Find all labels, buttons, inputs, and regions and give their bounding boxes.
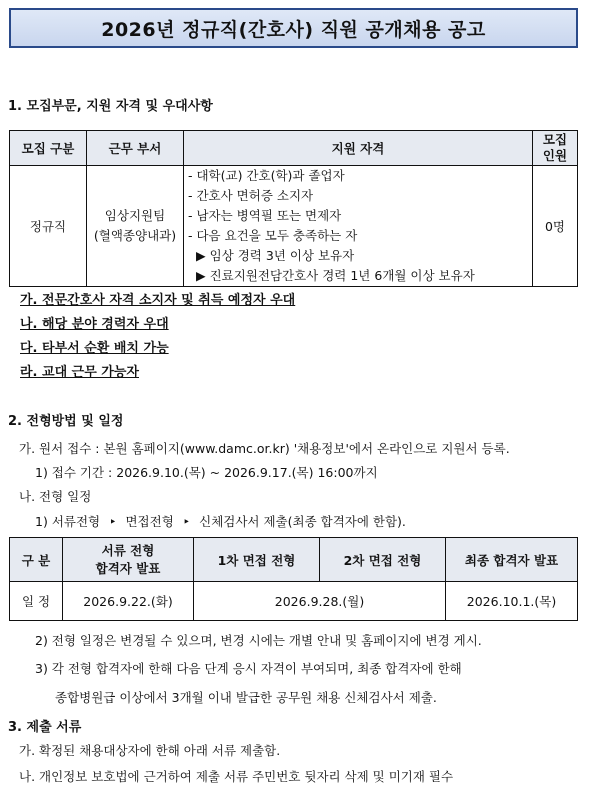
preference-item: 라. 교대 근무 가능자 (20, 365, 139, 380)
schedule-note-2: 2) 전형 일정은 변경될 수 있으며, 변경 시에는 개별 안내 및 홈페이지에 변경 게시. (35, 633, 482, 648)
section2-heading: 2. 전형방법 및 일정 (8, 414, 124, 429)
arrow-icon: ‣ (109, 514, 117, 529)
title-banner (9, 8, 578, 48)
preference-item: 다. 타부서 순환 배치 가능 (20, 341, 169, 356)
schedule-final-date: 2026.10.1.(목) (446, 582, 578, 621)
preference-item: 가. 전문간호사 자격 소지자 및 취득 예정자 우대 (20, 293, 296, 308)
schedule-note-3-cont: 종합병원급 이상에서 3개월 이내 발급한 공무원 채용 신체검사서 제출. (55, 690, 437, 705)
process-steps (35, 512, 406, 530)
section3-heading: 3. 제출 서류 (8, 720, 82, 735)
documents-line-2: 나. 개인정보 보호법에 근거하여 제출 서류 주민번호 뒷자리 삭제 및 미기재 필수 (19, 769, 454, 784)
schedule-header-final: 최종 합격자 발표 (446, 538, 578, 582)
qualification-item: ▶ 임상 경력 3년 이상 보유자 (196, 248, 355, 263)
cell-count: 0명 (533, 166, 578, 287)
page-title: 2026년 정규직(간호사) 직원 공개채용 공고 (101, 18, 486, 41)
qualification-item: - 대학(교) 간호(학)과 졸업자 (188, 168, 345, 183)
schedule-document-date: 2026.9.22.(화) (63, 582, 194, 621)
step-interview: 면접전형 (125, 514, 174, 529)
step-document: 서류전형 (51, 514, 101, 529)
schedule-header-document-line2: 합격자 발표 (95, 560, 161, 576)
schedule-header-document (63, 538, 194, 582)
apply-period: 1) 접수 기간 : 2026.9.10.(목) ~ 2026.9.17.(목) 16:00까지 (35, 465, 378, 480)
arrow-icon: ‣ (182, 514, 191, 529)
dept-sub: (혈액종양내과) (93, 228, 177, 243)
header-type: 모집 구분 (10, 131, 87, 166)
schedule-note-3: 3) 각 전형 합격자에 한해 다음 단계 응시 자격이 부여되며, 최종 합격자에 한해 (35, 661, 462, 676)
header-count: 모집 인원 (533, 131, 578, 166)
step-medical: 신체검사서 제출(최종 합격자에 한함). (199, 514, 406, 529)
header-dept: 근무 부서 (87, 131, 184, 166)
header-qualification: 지원 자격 (184, 131, 533, 166)
schedule-header-interview1: 1차 면접 전형 (194, 538, 320, 582)
preference-item: 나. 해당 분야 경력자 우대 (20, 317, 169, 332)
recruit-table (9, 130, 578, 287)
apply-text: 가. 원서 접수 : 본원 홈페이지(www.damc.or.kr) '채용정보'에서 온라인으로 지원서 등록. (19, 441, 510, 456)
schedule-table (9, 537, 578, 621)
step-prefix: 1) (35, 514, 52, 529)
qualification-item: - 남자는 병역필 또는 면제자 (188, 208, 342, 223)
schedule-header-label: 구 분 (10, 538, 63, 582)
section1-heading: 1. 모집부문, 지원 자격 및 우대사항 (8, 99, 213, 114)
cell-qualifications (184, 166, 533, 287)
schedule-title: 나. 전형 일정 (19, 489, 92, 504)
cell-type: 정규직 (10, 166, 87, 287)
schedule-header-document-line1: 서류 전형 (101, 542, 155, 558)
qualification-item: - 간호사 면허증 소지자 (188, 188, 314, 203)
schedule-header-interview2: 2차 면접 전형 (320, 538, 446, 582)
schedule-interview-date: 2026.9.28.(월) (194, 582, 446, 621)
qualification-item: - 다음 요건을 모두 충족하는 자 (188, 228, 358, 243)
cell-dept (87, 166, 184, 287)
documents-line-1: 가. 확정된 채용대상자에 한해 아래 서류 제출함. (19, 743, 281, 758)
qualification-item: ▶ 진료지원전담간호사 경력 1년 6개월 이상 보유자 (196, 268, 475, 283)
dept-name: 임상지원팀 (104, 208, 166, 223)
schedule-row-label: 일 정 (10, 582, 63, 621)
